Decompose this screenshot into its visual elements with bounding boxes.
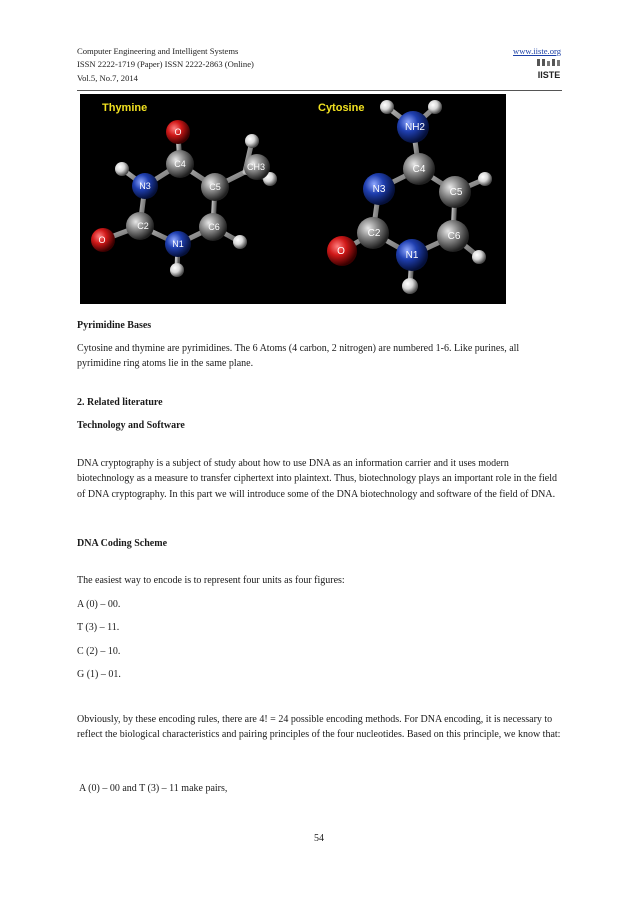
atom-label: O: [98, 235, 106, 245]
encoding-rule: G (1) – 01.: [77, 669, 121, 680]
iiste-logo: [536, 58, 562, 80]
atom-label: NH2: [404, 122, 426, 133]
hydrogen-atom: [402, 278, 418, 294]
encoding-rule: C (2) – 10.: [77, 646, 121, 657]
atom-label: O: [337, 246, 345, 257]
atom-label: C6: [447, 231, 461, 242]
atom-label: C6: [208, 222, 220, 232]
atom-label: N3: [139, 181, 151, 191]
coding-intro-text: The easiest way to encode is to represent four units as four figures:: [77, 575, 345, 586]
journal-name: Computer Engineering and Intelligent Systems: [77, 46, 239, 56]
journal-volume: Vol.5, No.7, 2014: [77, 73, 138, 83]
hydrogen-atom: [478, 172, 492, 186]
atom-label: C4: [412, 164, 426, 175]
subsection-title-coding: DNA Coding Scheme: [77, 538, 168, 549]
atom-label: CH3: [246, 162, 266, 172]
cytosine-title: Cytosine: [318, 102, 365, 114]
section-title: 2. Related literature: [77, 397, 163, 408]
hydrogen-atom: [380, 100, 394, 114]
hydrogen-atom: [428, 100, 442, 114]
header-divider: [77, 90, 562, 91]
thymine-atoms: [91, 120, 277, 277]
hydrogen-atom: [115, 162, 129, 176]
atom-label: O: [174, 127, 182, 137]
journal-issn: ISSN 2222-1719 (Paper) ISSN 2222-2863 (Online): [77, 59, 254, 69]
thymine-title: Thymine: [102, 102, 148, 114]
atom-label: C5: [209, 182, 221, 192]
pyrimidine-paragraph: Cytosine and thymine are pyrimidines. The 6 Atoms (4 carbon, 2 nitrogen) are numbered 1-6. Like purines, all pyrimidine ring atoms lie in the same plane.: [77, 343, 520, 370]
encoding-methods-paragraph: Obviously, by these encoding rules, there are 4! = 24 possible encoding methods. For DNA encoding, it is necessary to reflect the biological characteristics and pairing principles of the four nucleotides. Based on this principle, we know that:: [77, 714, 561, 741]
journal-url-link[interactable]: www.iiste.org: [513, 46, 561, 56]
pyrimidine-figure: [80, 94, 506, 304]
figure-caption: Pyrimidine Bases: [77, 320, 152, 331]
atom-label: C2: [137, 221, 149, 231]
logo-text: IISTE: [537, 70, 561, 80]
subsection-title-technology: Technology and Software: [77, 420, 185, 431]
atom-label: N1: [172, 239, 184, 249]
hydrogen-atom: [233, 235, 247, 249]
hydrogen-atom: [170, 263, 184, 277]
hydrogen-atom: [472, 250, 486, 264]
atom-label: N1: [405, 250, 419, 261]
hydrogen-atom: [245, 134, 259, 148]
atom-label: N3: [372, 184, 386, 195]
dna-cryptography-paragraph: DNA cryptography is a subject of study about how to use DNA as an information carrier and it uses modern biotechnology as a measure to transfer ciphertext into plaintext. Thus, biotechnology plays an important role in the field of DNA cryptography. In this part we will introduce some of the DNA biotechnology and software of the field of DNA.: [77, 458, 557, 500]
page-number: 54: [314, 833, 324, 844]
encoding-rule: T (3) – 11.: [77, 622, 120, 633]
encoding-rule: A (0) – 00.: [77, 599, 121, 610]
atom-label: C2: [367, 228, 381, 239]
pairs-line: A (0) – 00 and T (3) – 11 make pairs,: [79, 783, 228, 794]
atom-label: C5: [449, 187, 463, 198]
atom-label: C4: [174, 159, 186, 169]
